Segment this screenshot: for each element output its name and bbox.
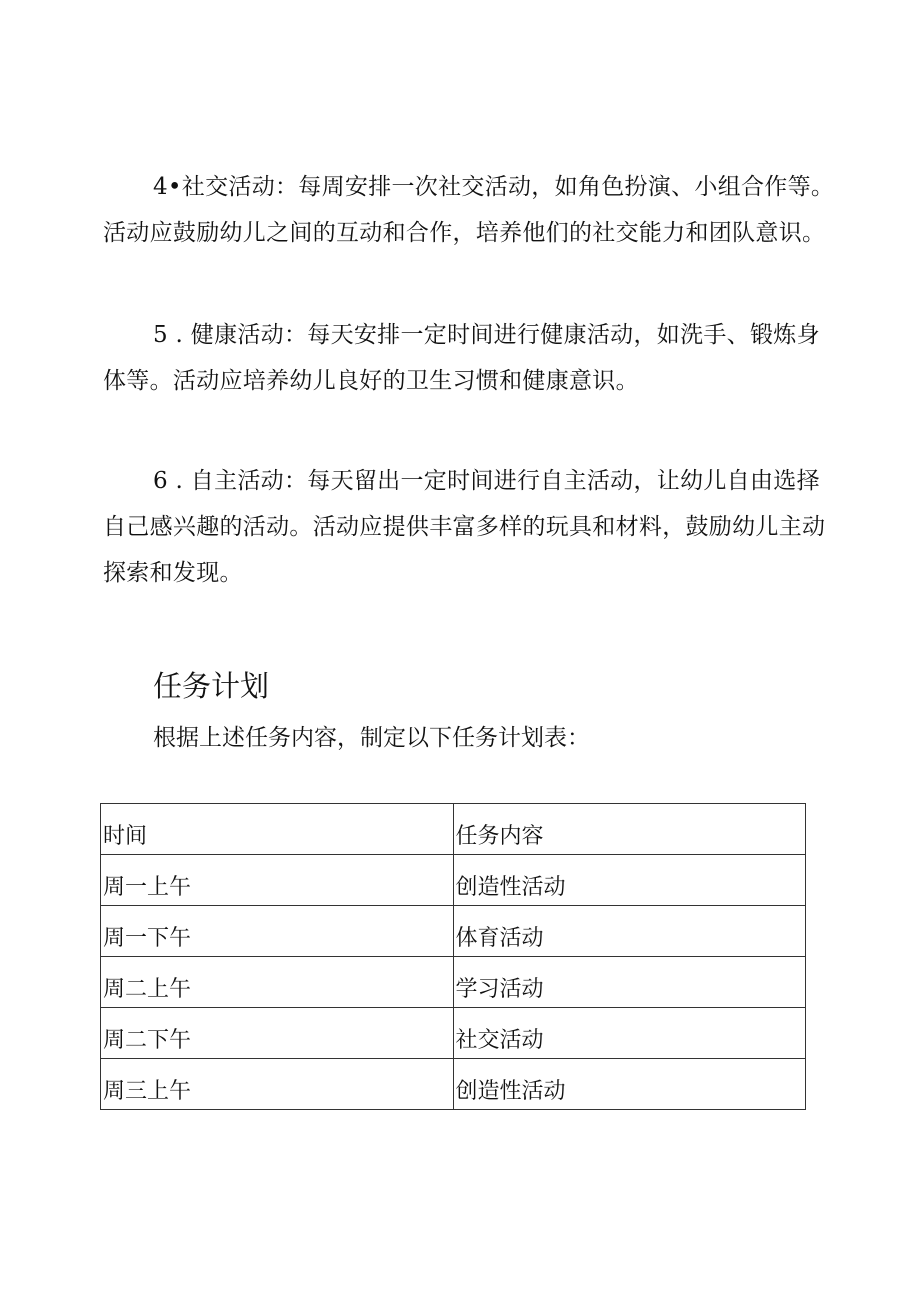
section-intro: 根据上述任务内容，制定以下任务计划表： (153, 725, 590, 751)
table-row (101, 855, 806, 906)
table-cell-time: 周一上午 (101, 855, 454, 906)
paragraph-line: 自己感兴趣的活动。活动应提供丰富多样的玩具和材料，鼓励幼儿主动 (103, 514, 826, 540)
paragraph-autonomous-activity (103, 458, 826, 596)
table-cell-time: 周三上午 (101, 1059, 454, 1110)
table-cell-time: 周二下午 (101, 1008, 454, 1059)
table-header-cell: 任务内容 (453, 804, 806, 855)
table-cell-time: 周一下午 (101, 906, 454, 957)
paragraph-line: 5 . 健康活动：每天安排一定时间进行健康活动，如洗手、锻炼身 (153, 322, 820, 348)
paragraph-social-activity (103, 164, 835, 256)
section-heading: 任务计划 (153, 669, 270, 703)
table-cell-task: 体育活动 (453, 906, 806, 957)
table-row (101, 1008, 806, 1059)
table-cell-task: 创造性活动 (453, 1059, 806, 1110)
paragraph-line: 体等。活动应培养幼儿良好的卫生习惯和健康意识。 (103, 368, 639, 394)
table-header-row (101, 804, 806, 855)
table-cell-time: 周二上午 (101, 957, 454, 1008)
paragraph-line: 4•社交活动：每周安排一次社交活动，如角色扮演、小组合作等。 (153, 174, 835, 200)
table-cell-task: 创造性活动 (453, 855, 806, 906)
task-plan-table (100, 803, 806, 1110)
paragraph-health-activity (103, 312, 820, 404)
table-row (101, 1059, 806, 1110)
paragraph-line: 活动应鼓励幼儿之间的互动和合作，培养他们的社交能力和团队意识。 (103, 220, 826, 246)
table-cell-task: 学习活动 (453, 957, 806, 1008)
table-row (101, 957, 806, 1008)
table-cell-task: 社交活动 (453, 1008, 806, 1059)
table-row (101, 906, 806, 957)
paragraph-line: 探索和发现。 (103, 560, 243, 586)
table-header-cell: 时间 (101, 804, 454, 855)
paragraph-line: 6 . 自主活动：每天留出一定时间进行自主活动，让幼儿自由选择 (153, 468, 820, 494)
